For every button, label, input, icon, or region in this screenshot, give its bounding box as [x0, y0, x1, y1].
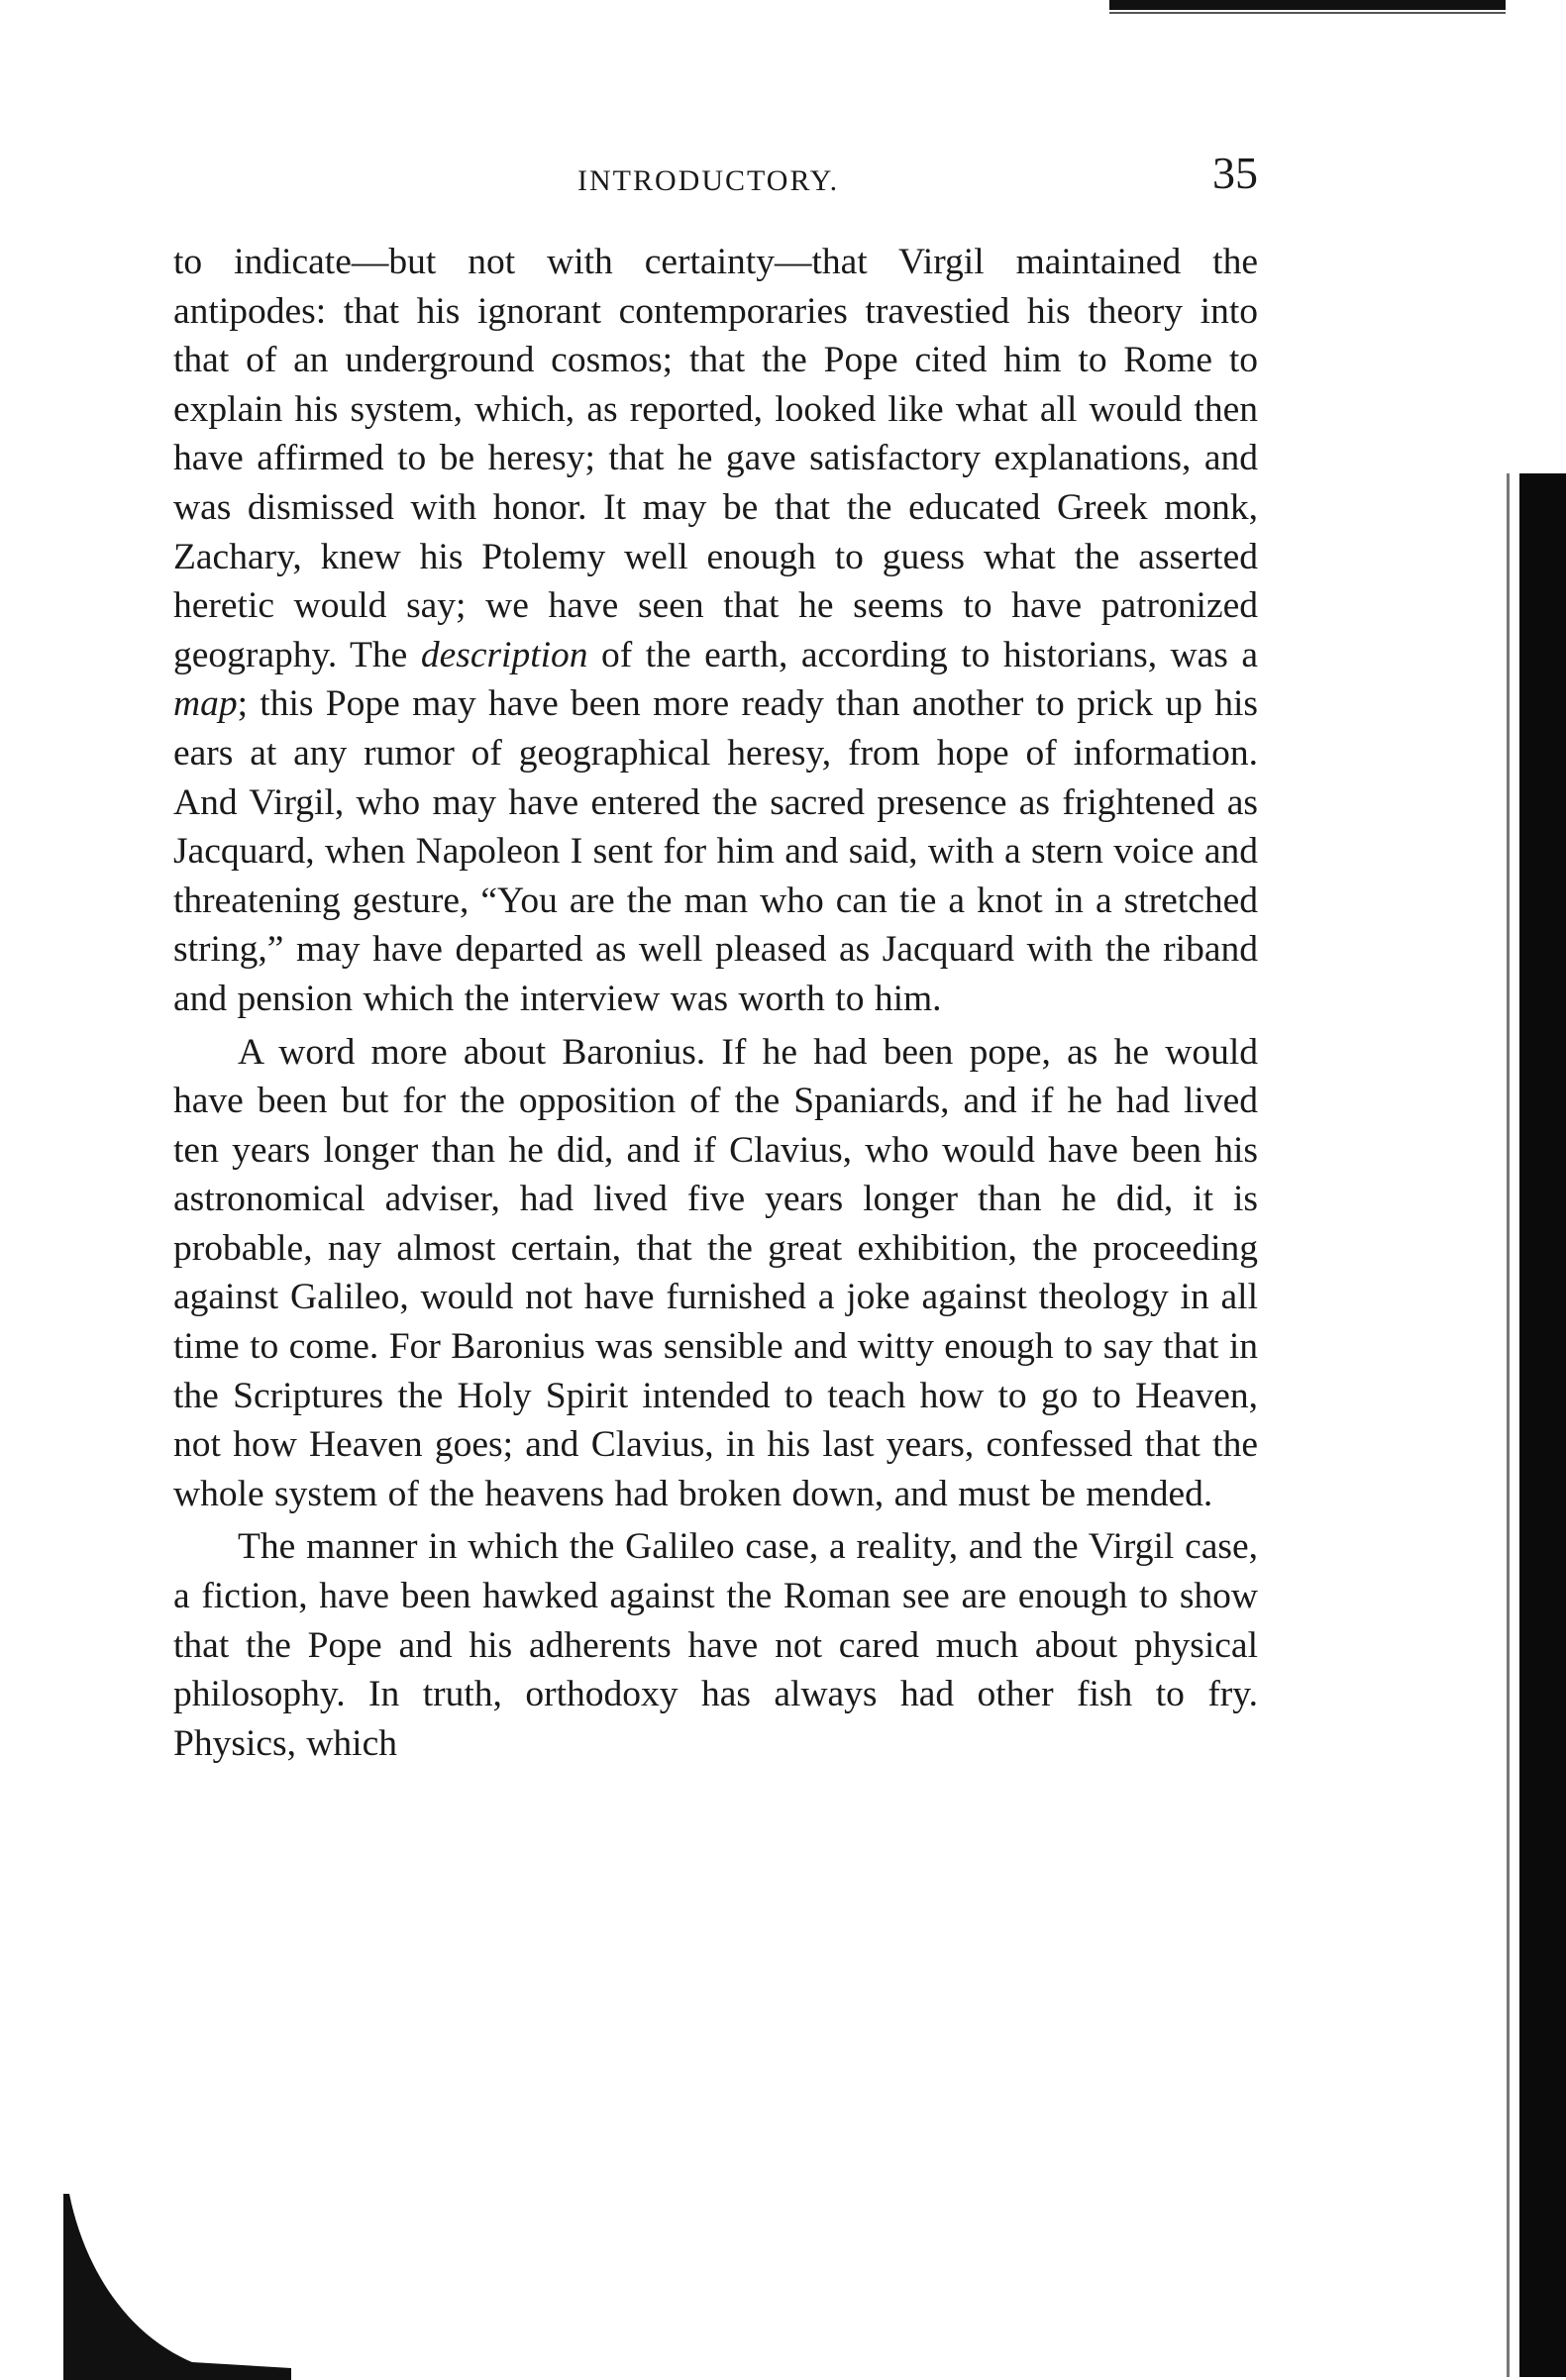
paragraph-virgil-case — [173, 238, 1258, 1024]
text-segment: ; this Pope may have been more ready than another to prick up his ears at any rumor of geographical heresy, from hope of information. And Virgil, who may have entered the sacred presence as frightened as Jacquard, when Napoleon I sent for him and said, with a stern voice and threatening gesture, “You are the man who can tie a knot in a stretched string,” may have departed as well pleased as Jacquard with the riband and pension which the interview was worth to him. — [173, 683, 1258, 1019]
running-head — [173, 148, 1258, 206]
running-title: INTRODUCTORY. — [577, 164, 840, 197]
body-text — [173, 238, 1258, 1768]
paragraph-baronius: A word more about Baronius. If he had been pope, as he would have been but for the opposition of the Spaniards, and if he had lived ten years longer than he did, and if Clavius, who would have been his astronomical adviser, had lived five years longer than he did, it is probable, nay almost certain, that the great exhibition, the proceeding against Galileo, would not have furnished a joke against theology in all time to come. For Baronius was sensible and witty enough to say that in the Scriptures the Holy Spirit intended to teach how to go to Heaven, not how Heaven goes; and Clavius, in his last years, confessed that the whole system of the heavens had broken down, and must be mended. — [173, 1031, 1258, 1514]
scan-edge-top — [1109, 0, 1506, 10]
page-number: 35 — [1212, 148, 1258, 198]
italic-description: description — [420, 634, 588, 675]
paragraph-galileo-case: The manner in which the Galileo case, a reality, and the Virgil case, a fiction, have been hawked against the Roman see are enough to show that the Pope and his adherents have not cared much about physical philosophy. In truth, orthodoxy has always had other fish to fry. Physics, which — [173, 1526, 1258, 1764]
text-segment: of the earth, according to historians, was a — [587, 634, 1259, 675]
italic-map: map — [173, 683, 238, 725]
scan-edge-right-thin — [1507, 473, 1510, 2377]
scan-edge-right — [1519, 473, 1566, 2377]
text-segment: to indicate—but not with certainty—that Virgil maintained the antipodes: that his ignorant contemporaries travestied his theory into that of an underground cosmos; that the Pope cited him to Rome to explain his system, which, as reported, looked like what all would then have affirmed to be heresy; that he gave satisfactory explanations, and was dismissed with honor. It may be that the educated Greek monk, Zachary, knew his Ptolemy well enough to guess what the asserted heretic would say; we have seen that he seems to have patronized geography. The — [173, 242, 1258, 675]
scan-edge-top-thin — [1109, 12, 1506, 14]
scan-corner-shadow — [63, 2194, 291, 2380]
